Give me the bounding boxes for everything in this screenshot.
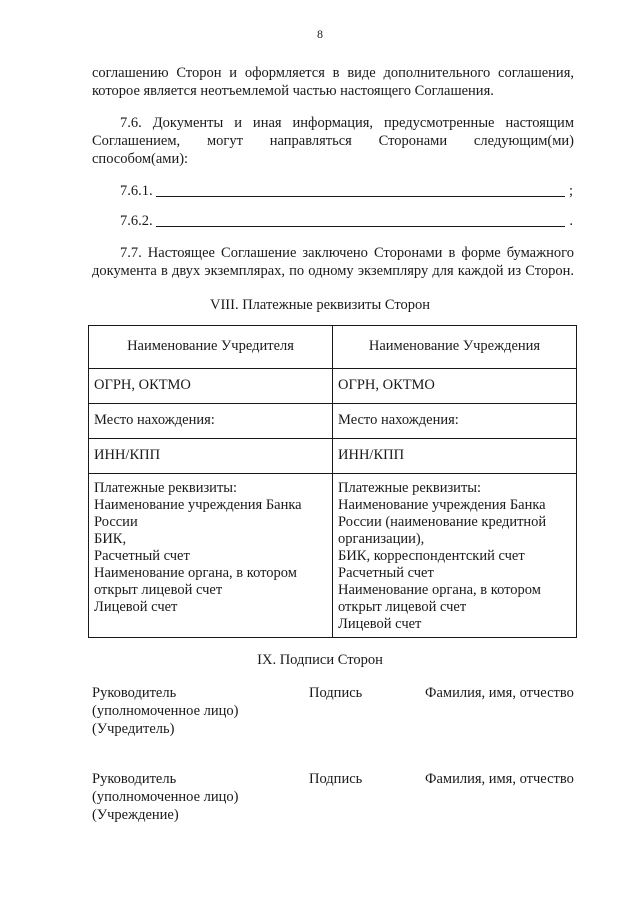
table-cell: Место нахождения: <box>89 404 333 439</box>
paragraph-7-7 <box>92 244 574 280</box>
signature-role-line: (Учреждение) <box>92 807 179 823</box>
table-row <box>89 474 577 638</box>
blank-rule <box>156 226 565 227</box>
cell-line: России (наименование кредитной <box>338 514 547 530</box>
table-cell-payment-institution <box>333 474 577 638</box>
page-number: 8 <box>317 27 323 41</box>
cell-line: организации), <box>338 531 425 547</box>
cell-line: БИК, <box>94 531 127 547</box>
item-label: 7.6.2. <box>120 213 153 229</box>
cell-line: открыт лицевой счет <box>338 599 467 615</box>
cell-line: БИК, корреспондентский счет <box>338 548 525 564</box>
table-row <box>89 404 577 439</box>
paragraph-line: документа в двух экземплярах, по одному экземпляру для каждой из Сторон. <box>92 263 574 279</box>
signature-role-line: Руководитель <box>92 771 177 787</box>
paragraph-intro <box>92 64 574 100</box>
paragraph-line: которое является неотъемлемой частью настоящего Соглашения. <box>92 83 494 99</box>
signature-label-institution: Подпись <box>309 771 363 787</box>
table-cell: ИНН/КПП <box>89 439 333 474</box>
cell-line: Платежные реквизиты: <box>94 480 238 496</box>
cell-line: Платежные реквизиты: <box>338 480 482 496</box>
cell-line: Наименование учреждения Банка <box>94 497 302 513</box>
paragraph-line: способом(ами): <box>92 151 189 167</box>
fill-line-7-6-1 <box>120 182 575 200</box>
full-name-label-founder: Фамилия, имя, отчество <box>425 685 574 701</box>
cell-line: Наименование органа, в котором <box>94 565 297 581</box>
table-header-founder: Наименование Учредителя <box>89 326 333 369</box>
cell-line: Лицевой счет <box>338 616 422 632</box>
table-cell: ОГРН, ОКТМО <box>333 369 577 404</box>
cell-line: открыт лицевой счет <box>94 582 223 598</box>
cell-line: России <box>94 514 138 530</box>
paragraph-7-6 <box>92 114 574 168</box>
payment-details-table <box>88 325 577 638</box>
section-9-heading: IX. Подписи Сторон <box>257 652 383 668</box>
blank-rule <box>156 196 565 197</box>
cell-line: Расчетный счет <box>338 565 434 581</box>
paragraph-line: Соглашением, могут направляться Сторонами следующим(ми) <box>92 133 574 149</box>
signature-role-founder <box>92 684 239 738</box>
table-cell: ИНН/КПП <box>333 439 577 474</box>
cell-line: Наименование учреждения Банка <box>338 497 546 513</box>
table-header-institution: Наименование Учреждения <box>333 326 577 369</box>
signature-role-line: (Учредитель) <box>92 721 175 737</box>
item-punctuation: ; <box>568 183 573 199</box>
table-cell: ОГРН, ОКТМО <box>89 369 333 404</box>
signature-role-institution <box>92 770 239 824</box>
fill-line-7-6-2 <box>120 212 575 230</box>
section-8-heading: VIII. Платежные реквизиты Сторон <box>210 297 430 313</box>
table-row <box>89 326 577 369</box>
signature-label-founder: Подпись <box>309 685 363 701</box>
cell-line: Расчетный счет <box>94 548 190 564</box>
full-name-label-institution: Фамилия, имя, отчество <box>425 771 574 787</box>
table-cell: Место нахождения: <box>333 404 577 439</box>
cell-line: Лицевой счет <box>94 599 178 615</box>
table-row <box>89 439 577 474</box>
cell-line: Наименование органа, в котором <box>338 582 541 598</box>
paragraph-line: 7.6. Документы и иная информация, предусмотренные настоящим <box>120 115 574 131</box>
signature-role-line: Руководитель <box>92 685 177 701</box>
paragraph-line: 7.7. Настоящее Соглашение заключено Сторонами в форме бумажного <box>120 245 574 261</box>
signature-role-line: (уполномоченное лицо) <box>92 789 239 805</box>
paragraph-line: соглашению Сторон и оформляется в виде дополнительного соглашения, <box>92 65 574 81</box>
table-cell-payment-founder <box>89 474 333 638</box>
table-row <box>89 369 577 404</box>
item-punctuation: . <box>569 213 573 229</box>
item-label: 7.6.1. <box>120 183 153 199</box>
signature-role-line: (уполномоченное лицо) <box>92 703 239 719</box>
